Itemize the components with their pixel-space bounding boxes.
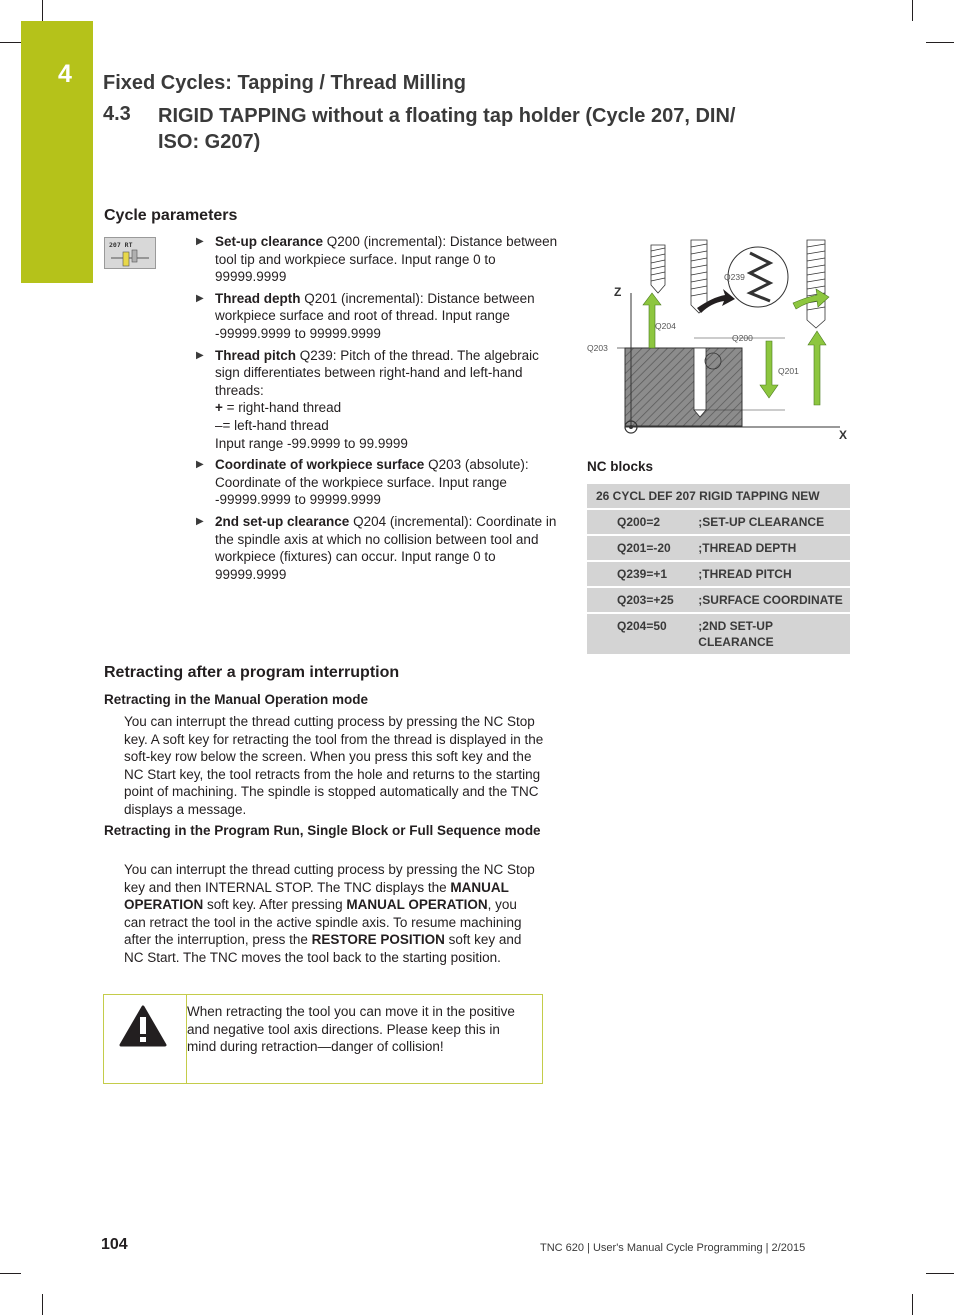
tap-tool-right xyxy=(807,240,825,328)
parameter-item: ▶ Thread pitch Q239: Pitch of the thread. The algebraic sign differentiates between right-hand and left-hand threads: + = right-hand thread –= left-hand thread Input range -99.9999 to 99.9999 xyxy=(196,347,539,451)
crop-mark xyxy=(912,0,913,21)
warning-triangle-icon xyxy=(119,1005,167,1047)
manual-mode-heading: Retracting in the Manual Operation mode xyxy=(104,692,369,707)
chapter-tab xyxy=(21,21,93,283)
table-row: Q204=50 ;2ND SET-UP CLEARANCE xyxy=(587,614,850,654)
crop-mark xyxy=(42,1294,43,1315)
softkey-name: MANUAL OPERATION xyxy=(346,897,488,913)
svg-text:Q239: Q239 xyxy=(724,272,745,282)
svg-text:Q203: Q203 xyxy=(587,343,608,353)
bullet-arrow-icon: ▶ xyxy=(196,515,204,527)
table-row: Q239=+1 ;THREAD PITCH xyxy=(587,562,850,586)
table-row: Q200=2 ;SET-UP CLEARANCE xyxy=(587,510,850,534)
table-row: Q201=-20 ;THREAD DEPTH xyxy=(587,536,850,560)
table-row xyxy=(587,484,850,508)
bullet-arrow-icon: ▶ xyxy=(196,349,204,361)
warning-text: When retracting the tool you can move it in the positive and negative tool axis directions. Please keep this in mind during retraction—danger of collision! xyxy=(187,1004,515,1055)
bullet-arrow-icon: ▶ xyxy=(196,292,204,304)
svg-text:Q201: Q201 xyxy=(778,366,799,376)
cycle-parameters-heading: Cycle parameters xyxy=(104,207,238,224)
page-number: 104 xyxy=(101,1236,128,1253)
svg-text:Q204: Q204 xyxy=(655,321,676,331)
cycle-parameter-list xyxy=(196,233,566,587)
softkey-name: MANUAL OPERATION xyxy=(124,879,509,913)
bullet-arrow-icon: ▶ xyxy=(196,459,204,471)
bullet-arrow-icon: ▶ xyxy=(196,236,204,247)
program-run-text: You can interrupt the thread cutting process by pressing the NC Stop key and then INTERNAL STOP. The TNC displays the MANUAL OPERATION soft key. After pressing MANUAL OPERATION, you can retract the tool in the active spindle axis. To resume machining after the interruption, press the RESTORE POSITION soft key and NC Start. The TNC moves the tool back to the starting position. xyxy=(124,862,535,965)
nc-title-cell: 26 CYCL DEF 207 RIGID TAPPING NEW xyxy=(587,484,850,508)
table-row: Q203=+25 ;SURFACE COORDINATE xyxy=(587,588,850,612)
crop-mark xyxy=(0,42,21,43)
rigid-tapping-diagram xyxy=(585,235,855,445)
crop-mark xyxy=(912,1294,913,1315)
parameter-item: ▶ Set-up clearance Q200 (incremental): Distance between tool tip and workpiece surface. Input range 0 to 99999.9999 xyxy=(196,234,558,285)
chapter-number: 4 xyxy=(58,60,72,88)
retracting-heading: Retracting after a program interruption xyxy=(104,664,400,681)
parameter-item: ▶ Thread depth Q201 (incremental): Distance between workpiece surface and root of thread. Input range -99999.9999 to 99999.9999 xyxy=(196,290,535,341)
parameter-item: ▶ 2nd set-up clearance Q204 (incremental): Coordinate in the spindle axis at which no collision between tool and workpiece (fixtures) can occur. Input range 0 to 99999.9999 xyxy=(196,513,557,582)
workpiece xyxy=(625,348,742,426)
svg-text:Q200: Q200 xyxy=(732,333,753,343)
footer-text: TNC 620 | User's Manual Cycle Programming | 2/2015 xyxy=(540,1242,806,1254)
section-number: 4.3 xyxy=(103,103,131,125)
softkey-label: 207 RT xyxy=(109,241,133,249)
svg-text:X: X xyxy=(839,428,848,442)
crop-mark xyxy=(42,0,43,21)
crop-mark xyxy=(926,1273,954,1274)
nc-blocks-heading: NC blocks xyxy=(587,459,654,474)
nc-blocks-table xyxy=(587,482,850,656)
section-title: RIGID TAPPING without a floating tap holder (Cycle 207, DIN/ ISO: G207) xyxy=(158,105,736,153)
crop-mark xyxy=(926,42,954,43)
crop-mark xyxy=(0,1273,21,1274)
manual-mode-text: You can interrupt the thread cutting process by pressing the NC Stop key. A soft key for retracting the tool from the thread is displayed in the soft-key row below the screen. When you press this soft key and the NC Start key, the tool retracts from the hole and returns to the starting point of machining. The spindle is stopped automatically and the TNC displays a message. xyxy=(124,714,544,817)
svg-text:Z: Z xyxy=(614,285,622,299)
softkey-icon xyxy=(105,238,155,268)
warning-box xyxy=(103,994,543,1084)
chapter-title: Fixed Cycles: Tapping / Thread Milling xyxy=(103,72,467,94)
program-run-heading: Retracting in the Program Run, Single Block or Full Sequence mode xyxy=(104,823,541,838)
tap-tool-left xyxy=(651,245,665,293)
tap-tool-middle xyxy=(691,240,707,313)
cycle-207-softkey xyxy=(104,237,156,269)
tapped-hole xyxy=(694,348,706,410)
arrow-up-retract-icon xyxy=(808,331,826,405)
softkey-name: RESTORE POSITION xyxy=(311,932,445,948)
arrow-down-q201-icon xyxy=(760,341,778,398)
parameter-item: ▶ Coordinate of workpiece surface Q203 (absolute): Coordinate of the workpiece surface. Input range -99999.9999 to 99999.9999 xyxy=(196,457,529,508)
